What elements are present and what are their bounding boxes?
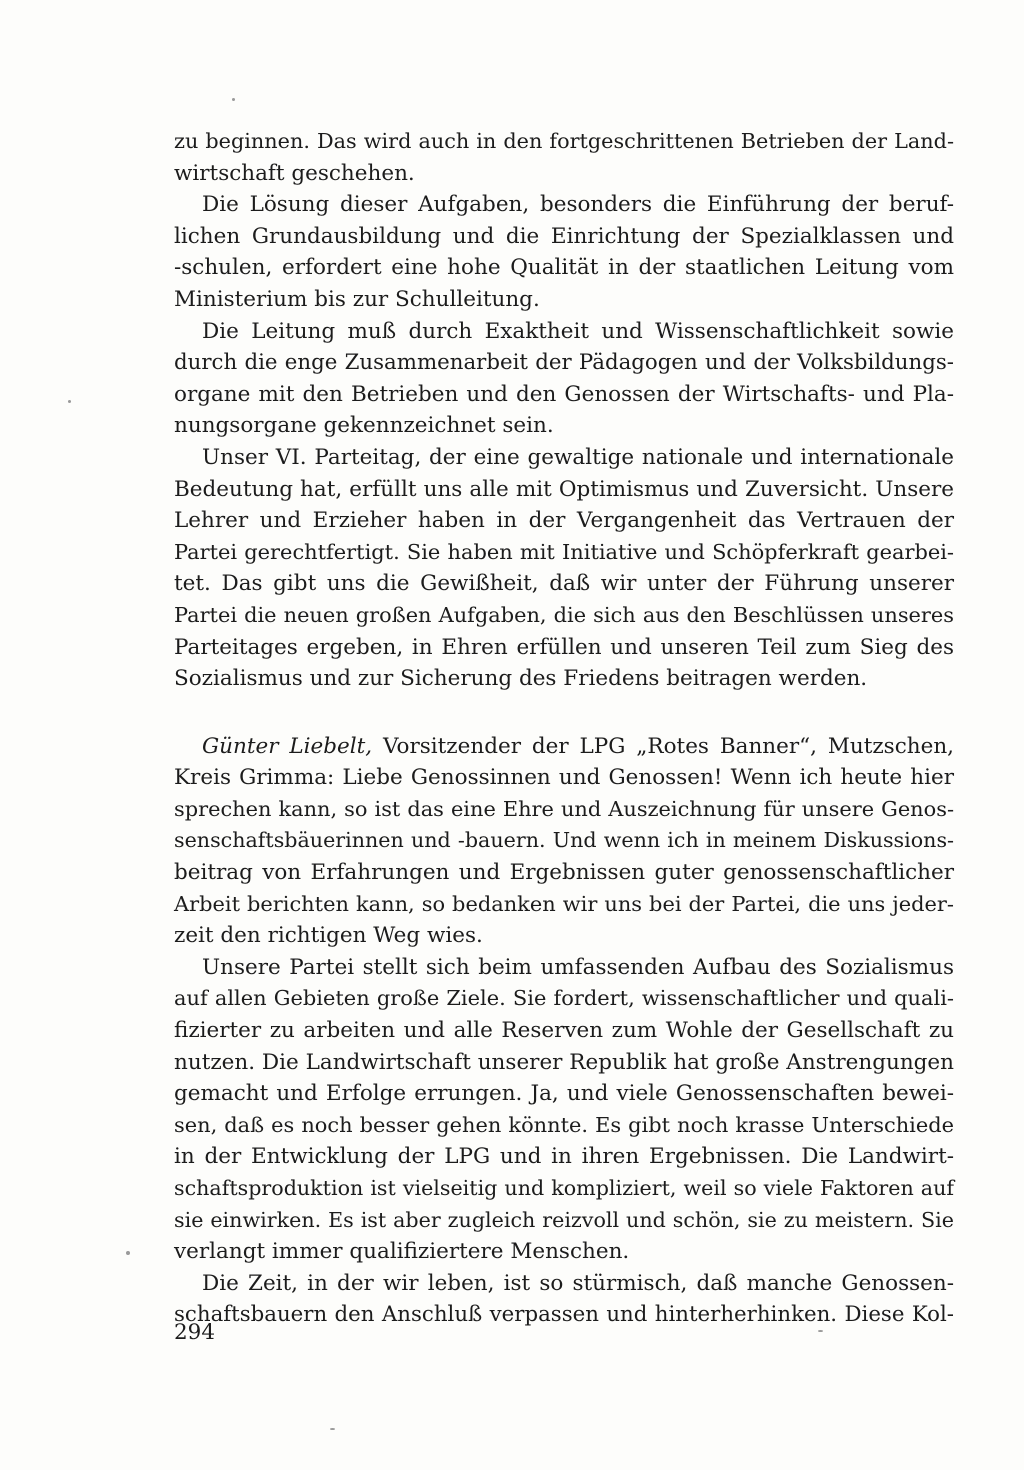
text-line: Lehrer und Erzieher haben in der Vergangenheit das Vertrauen der [174, 508, 954, 534]
text-line: -schulen, erfordert eine hohe Qualität in der staatlichen Leitung vom [174, 255, 954, 281]
text-line: schaftsbauern den Anschluß verpassen und hinterherhinken. Diese Kol- [174, 1302, 954, 1328]
text-line: Die Leitung muß durch Exaktheit und Wissenschaftlichkeit sowie [202, 318, 954, 344]
page-number: 294 [174, 1320, 216, 1345]
text-line: schaftsproduktion ist vielseitig und kompliziert, weil so viele Faktoren auf [174, 1176, 954, 1200]
body-text [174, 126, 954, 1331]
text-line: Parteitages ergeben, in Ehren erfüllen und unseren Teil zum Sieg des [174, 634, 954, 660]
text-line: durch die enge Zusammenarbeit der Pädagogen und der Volksbildungs- [174, 350, 954, 376]
scan-speck [68, 400, 71, 403]
text-line: Unser VI. Parteitag, der eine gewaltige nationale und internationale [202, 444, 954, 470]
text-line: Die Zeit, in der wir leben, ist so stürmisch, daß manche Genossen- [202, 1270, 954, 1296]
text-line: zu beginnen. Das wird auch in den fortgeschrittenen Betrieben der Land- [174, 129, 954, 153]
text-line: organe mit den Betrieben und den Genossen der Wirtschafts- und Pla- [174, 381, 954, 407]
scan-speck [330, 1428, 335, 1430]
text-line: in der Entwicklung der LPG und in ihren Ergebnissen. Die Landwirt- [174, 1144, 954, 1170]
text-line: verlangt immer qualifiziertere Menschen. [174, 1239, 630, 1265]
text-line: auf allen Gebieten große Ziele. Sie fordert, wissenschaftlicher und quali- [174, 986, 954, 1011]
speaker-role: Vorsitzender der LPG „Rotes Banner“, Mutzschen, [372, 733, 954, 759]
text-line: sie einwirken. Es ist aber zugleich reizvoll und schön, sie zu meistern. Sie [174, 1207, 954, 1232]
text-line: Unsere Partei stellt sich beim umfassenden Aufbau des Sozialismus [202, 954, 954, 980]
text-line: beitrag von Erfahrungen und Ergebnissen guter genossenschaftlicher [174, 860, 954, 886]
text-line: gemacht und Erfolge errungen. Ja, und viele Genossenschaften bewei- [174, 1081, 954, 1107]
text-line: Partei gerechtfertigt. Sie haben mit Initiative und Schöpferkraft gearbei- [174, 539, 954, 564]
text-line: Arbeit berichten kann, so bedanken wir uns bei der Partei, die uns jeder- [174, 891, 954, 916]
text-line: sen, daß es noch besser gehen könnte. Es gibt noch krasse Unterschiede [174, 1112, 954, 1137]
text-line: Ministerium bis zur Schulleitung. [174, 286, 540, 312]
text-line: sprechen kann, so ist das eine Ehre und Auszeichnung für unsere Genos- [174, 796, 954, 821]
text-line: Sozialismus und zur Sicherung des Friedens beitragen werden. [174, 666, 868, 692]
speech-first-line [174, 731, 954, 763]
text-line: wirtschaft geschehen. [174, 160, 415, 186]
text-line: Die Lösung dieser Aufgaben, besonders die Einführung der beruf- [202, 192, 954, 218]
text-line: Bedeutung hat, erfüllt uns alle mit Optimismus und Zuversicht. Unsere [174, 476, 954, 502]
speaker-name: Günter Liebelt, [202, 733, 373, 759]
scan-speck [818, 1330, 823, 1332]
text-line: fizierter zu arbeiten und alle Reserven zum Wohle der Gesellschaft zu [174, 1018, 954, 1044]
text-line: nungsorgane gekennzeichnet sein. [174, 413, 554, 439]
text-line: zeit den richtigen Weg wies. [174, 923, 483, 949]
text-line: senschaftsbäuerinnen und -bauern. Und wenn ich in meinem Diskussions- [174, 828, 954, 853]
scan-speck [232, 98, 235, 101]
section-gap [174, 695, 954, 731]
text-line: Kreis Grimma: Liebe Genossinnen und Genossen! Wenn ich heute hier [174, 765, 954, 791]
text-line: tet. Das gibt uns die Gewißheit, daß wir unter der Führung unserer [174, 571, 954, 597]
scan-speck [126, 1251, 130, 1255]
text-line: lichen Grundausbildung und die Einrichtung der Spezialklassen und [174, 223, 954, 249]
text-line: nutzen. Die Landwirtschaft unserer Republik hat große Anstrengungen [174, 1049, 954, 1075]
text-line: Partei die neuen großen Aufgaben, die sich aus den Beschlüssen unseres [174, 602, 954, 627]
